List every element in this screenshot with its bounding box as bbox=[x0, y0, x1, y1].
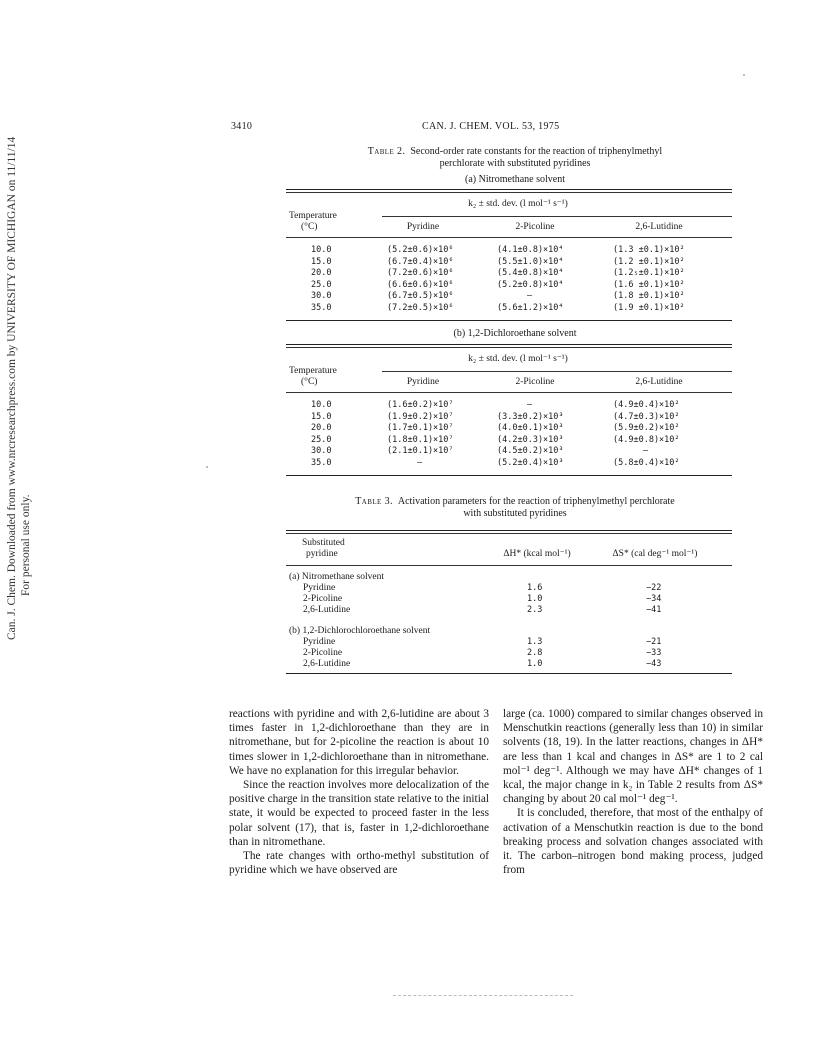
table2b-cell-lutidine: (5.8±0.4)×10² bbox=[613, 457, 680, 468]
table2a-top-rule bbox=[286, 189, 732, 190]
table3-bottom-rule bbox=[286, 673, 732, 674]
table2b-header-rule bbox=[286, 392, 732, 393]
table2b-cell-pyridine: (1.7±0.1)×10⁷ bbox=[387, 423, 454, 433]
table2a-cell-temp: 30.0 bbox=[311, 291, 332, 301]
table3a-cell-ds: −34 bbox=[646, 594, 662, 604]
table2a-cell-picoline: (4.1±0.8)×10⁴ bbox=[497, 245, 564, 255]
table2a-cell-lutidine: (1.6 ±0.1)×10² bbox=[613, 279, 685, 290]
table3a-cell-pyridine-name: 2,6-Lutidine bbox=[303, 605, 351, 615]
table2b-col-picoline: 2-Picoline bbox=[515, 377, 555, 387]
table2a-cell-picoline: — bbox=[527, 291, 533, 301]
table2b-cell-temp: 35.0 bbox=[311, 457, 332, 468]
table2b-cell-temp: 30.0 bbox=[311, 446, 332, 456]
table3-group-b: (b) 1,2-Dichlorochloroethane solvent bbox=[289, 626, 431, 636]
table3b-cell-dh: 2.8 bbox=[527, 648, 543, 658]
table3b-cell-pyridine-name: Pyridine bbox=[303, 637, 336, 647]
table2a-cell-temp: 25.0 bbox=[311, 279, 332, 290]
table3b-cell-ds: −43 bbox=[646, 659, 662, 669]
table2b-cell-temp: 15.0 bbox=[311, 411, 332, 422]
table2a-cell-lutidine: (1.3 ±0.1)×10² bbox=[613, 245, 685, 255]
table2a-cell-picoline: (5.6±1.2)×10⁴ bbox=[497, 302, 564, 313]
table2a-cell-pyridine: (7.2±0.5)×10⁶ bbox=[387, 302, 454, 313]
table2-section-b-title: (b) 1,2-Dichloroethane solvent bbox=[453, 328, 577, 339]
table2a-cell-pyridine: (5.2±0.6)×10⁶ bbox=[387, 245, 454, 255]
table2b-cell-pyridine: (1.6±0.2)×10⁷ bbox=[387, 400, 454, 410]
scan-speck bbox=[743, 74, 745, 76]
table3b-cell-pyridine-name: 2-Picoline bbox=[303, 648, 343, 658]
table2b-col-lutidine: 2,6-Lutidine bbox=[635, 377, 683, 387]
table2-section-a-title: (a) Nitromethane solvent bbox=[465, 174, 565, 185]
scan-artifact-line bbox=[393, 995, 573, 996]
table3-top-rule bbox=[286, 530, 732, 531]
body-left-paragraph-1: reactions with pyridine and with 2,6-lutidine are about 3 times faster in 1,2-dichloroethane than they are in nitromethane, but for 2-picoline the reaction is about 10 times slower in 1,2-dichloroethane than in nitromethane. We have no explanation for this irregular behavior. bbox=[229, 708, 489, 777]
table2a-cell-lutidine: (1.2 ±0.1)×10² bbox=[613, 256, 685, 267]
table2-caption bbox=[300, 146, 730, 170]
scan-speck bbox=[206, 466, 208, 468]
table3-col-dh: ΔH* (kcal mol⁻¹) bbox=[503, 549, 571, 559]
table3b-cell-ds: −21 bbox=[646, 637, 662, 647]
table3b-cell-dh: 1.3 bbox=[527, 637, 543, 647]
table3a-cell-pyridine-name: 2-Picoline bbox=[303, 594, 343, 604]
table2-caption-line2: perchlorate with substituted pyridines bbox=[439, 158, 591, 169]
table2b-bottom-rule bbox=[286, 475, 732, 476]
table3a-cell-ds: −41 bbox=[646, 605, 662, 615]
table2a-cell-temp: 10.0 bbox=[311, 245, 332, 255]
table2a-cell-picoline: (5.5±1.0)×10⁴ bbox=[497, 256, 564, 267]
table2b-cell-picoline: (4.5±0.2)×10³ bbox=[497, 446, 564, 456]
table2a-cell-temp: 20.0 bbox=[311, 268, 332, 278]
body-column-left bbox=[229, 707, 489, 877]
table2b-cell-picoline: (3.3±0.2)×10³ bbox=[497, 411, 564, 422]
body-column-right bbox=[503, 707, 763, 877]
table2a-cell-picoline: (5.4±0.8)×10⁴ bbox=[497, 268, 564, 278]
table2b-cell-lutidine: (4.7±0.3)×10² bbox=[613, 411, 680, 422]
table3a-cell-ds: −22 bbox=[646, 583, 662, 593]
table2b-cell-picoline: (4.2±0.3)×10³ bbox=[497, 434, 564, 445]
running-head: CAN. J. CHEM. VOL. 53, 1975 bbox=[422, 121, 560, 132]
table3-group-a: (a) Nitromethane solvent bbox=[289, 572, 384, 582]
table2a-col-pyridine: Pyridine bbox=[406, 222, 440, 232]
table3a-cell-dh: 2.3 bbox=[527, 605, 543, 615]
table2b-span-header: k₂ ± std. dev. (l mol⁻¹ s⁻¹) bbox=[468, 354, 568, 364]
body-right-paragraph-2: It is concluded, therefore, that most of the enthalpy of activation of a Menschutkin reaction is due to the bond breaking process and solvation changes associated with it. The carbon–nitrogen bond making process, judged from bbox=[503, 807, 763, 877]
table2b-cell-lutidine: (5.9±0.2)×10² bbox=[613, 423, 680, 433]
table3-top-rule-double bbox=[286, 533, 732, 534]
table2b-cell-lutidine: — bbox=[643, 446, 649, 456]
table2a-temp-header-2: (°C) bbox=[301, 222, 318, 232]
table2a-header-rule bbox=[286, 237, 732, 238]
table3b-cell-ds: −33 bbox=[646, 648, 662, 658]
table2b-cell-pyridine: (2.1±0.1)×10⁷ bbox=[387, 446, 454, 456]
table2a-cell-pyridine: (7.2±0.6)×10⁶ bbox=[387, 268, 454, 278]
table2b-cell-pyridine: — bbox=[417, 457, 423, 468]
table2a-cell-pyridine: (6.7±0.4)×10⁶ bbox=[387, 256, 454, 267]
table3-header-rule bbox=[286, 565, 732, 566]
table2a-cell-pyridine: (6.6±0.6)×10⁶ bbox=[387, 279, 454, 290]
table2a-span-header: k₂ ± std. dev. (l mol⁻¹ s⁻¹) bbox=[468, 199, 568, 209]
table2a-cell-temp: 15.0 bbox=[311, 256, 332, 267]
table2b-temp-header-1: Temperature bbox=[289, 366, 337, 376]
table3a-cell-dh: 1.6 bbox=[527, 583, 543, 593]
table2b-cell-pyridine: (1.8±0.1)×10⁷ bbox=[387, 434, 454, 445]
table3-col0-line2: pyridine bbox=[306, 549, 338, 559]
table2a-cell-pyridine: (6.7±0.5)×10⁶ bbox=[387, 291, 454, 301]
table3-col-ds: ΔS* (cal deg⁻¹ mol⁻¹) bbox=[612, 549, 698, 559]
table2b-col-pyridine: Pyridine bbox=[406, 377, 440, 387]
body-left-paragraph-3: The rate changes with ortho-methyl substitution of pyridine which we have observed are bbox=[229, 850, 489, 877]
table2b-cell-temp: 25.0 bbox=[311, 434, 332, 445]
table2b-cell-temp: 20.0 bbox=[311, 423, 332, 433]
table2b-top-rule bbox=[286, 344, 732, 345]
table2a-cell-temp: 35.0 bbox=[311, 302, 332, 313]
table2-caption-line1: Second-order rate constants for the reaction of triphenylmethyl bbox=[410, 146, 663, 157]
table3b-cell-dh: 1.0 bbox=[527, 659, 543, 669]
table2a-bottom-rule bbox=[286, 320, 732, 321]
table2b-cell-picoline: (5.2±0.4)×10³ bbox=[497, 457, 564, 468]
table2a-cell-lutidine: (1.2₅±0.1)×10² bbox=[613, 268, 685, 278]
table3a-cell-pyridine-name: Pyridine bbox=[303, 583, 336, 593]
table2a-cell-picoline: (5.2±0.8)×10⁴ bbox=[497, 279, 564, 290]
page-number: 3410 bbox=[231, 121, 253, 132]
table2a-cell-lutidine: (1.9 ±0.1)×10² bbox=[613, 302, 685, 313]
download-notice: Can. J. Chem. Downloaded from www.nrcresearchpress.com by UNIVERSITY OF MICHIGAN on 11/11/14 bbox=[6, 136, 18, 640]
table2a-cell-lutidine: (1.8 ±0.1)×10² bbox=[613, 291, 685, 301]
table2b-temp-header-2: (°C) bbox=[301, 377, 318, 387]
body-right-paragraph-1: large (ca. 1000) compared to similar changes observed in Menschutkin reactions (generally less than 10) in similar solvents (18, 19). In the latter reactions, changes in ΔH* are less than 1 kcal and changes in ΔS* are 1 to 2 cal mol⁻¹ deg⁻¹. Although we may have ΔH* changes of 1 kcal, the major change in k₂ in Table 2 results from ΔS* changing by about 20 cal mol⁻¹ deg⁻¹. bbox=[503, 708, 763, 806]
table2a-col-lutidine: 2,6-Lutidine bbox=[635, 222, 683, 232]
table2b-cell-lutidine: (4.9±0.4)×10² bbox=[613, 400, 680, 410]
table2b-top-rule-double bbox=[286, 347, 732, 348]
table2b-cell-picoline: — bbox=[527, 400, 533, 410]
table2b-cell-picoline: (4.0±0.1)×10³ bbox=[497, 423, 564, 433]
table2-label: Table 2. bbox=[367, 146, 406, 157]
table2a-top-rule-double bbox=[286, 192, 732, 193]
table2b-cell-pyridine: (1.9±0.2)×10⁷ bbox=[387, 411, 454, 422]
body-left-paragraph-2: Since the reaction involves more delocalization of the positive charge in the transition state relative to the initial state, it would be expected to proceed faster in the less polar solvent (17), that is, faster in 1,2-dichloroethane than in nitromethane. bbox=[229, 779, 489, 848]
table2b-cell-lutidine: (4.9±0.8)×10² bbox=[613, 434, 680, 445]
table2a-col-picoline: 2-Picoline bbox=[515, 222, 555, 232]
table3-col0-line1: Substituted bbox=[302, 538, 345, 548]
personal-use-notice: For personal use only. bbox=[20, 494, 32, 596]
table3b-cell-pyridine-name: 2,6-Lutidine bbox=[303, 659, 351, 669]
table3-caption-line2: with substituted pyridines bbox=[463, 508, 567, 519]
table2a-temp-header-1: Temperature bbox=[289, 211, 337, 221]
table2b-cell-temp: 10.0 bbox=[311, 400, 332, 410]
table2b-span-rule bbox=[382, 371, 732, 372]
table3-label: Table 3. bbox=[355, 496, 393, 507]
table3-caption-line1: Activation parameters for the reaction of triphenylmethyl perchlorate bbox=[397, 496, 675, 507]
table2a-span-rule bbox=[382, 216, 732, 217]
table3-caption bbox=[265, 496, 765, 520]
table3a-cell-dh: 1.0 bbox=[527, 594, 543, 604]
